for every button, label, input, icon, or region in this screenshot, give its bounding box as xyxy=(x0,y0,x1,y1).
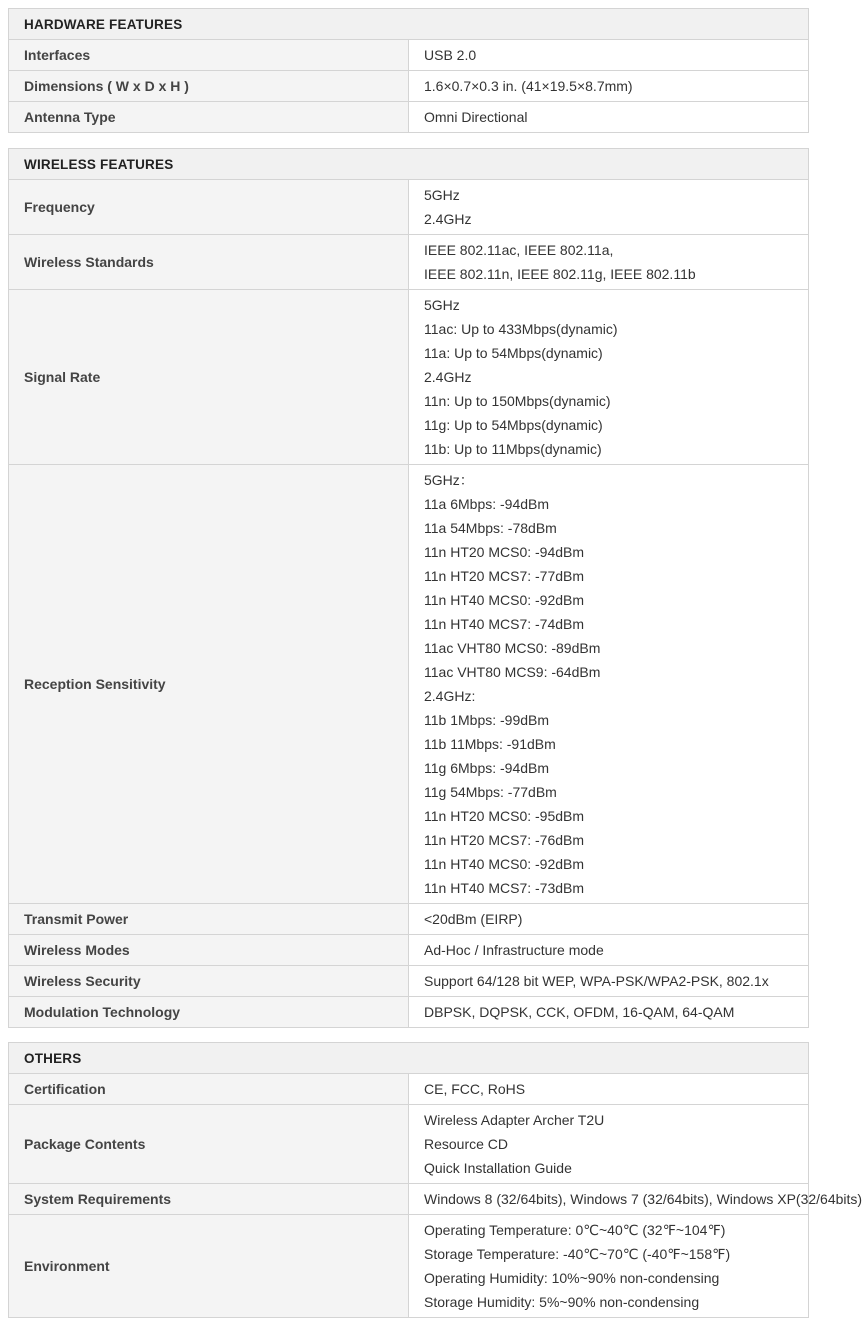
spec-value-line: 11n: Up to 150Mbps(dynamic) xyxy=(424,393,611,409)
spec-value-line: 11n HT20 MCS0: -94dBm xyxy=(424,544,585,560)
spec-label: Antenna Type xyxy=(9,102,409,133)
spec-label: Wireless Modes xyxy=(9,935,409,966)
spec-value-line: 2.4GHz xyxy=(424,211,472,227)
spec-value-line: 11ac VHT80 MCS0: -89dBm xyxy=(424,640,601,656)
spec-label: Certification xyxy=(9,1074,409,1105)
spec-label: Frequency xyxy=(9,180,409,235)
spec-value-line: 11g: Up to 54Mbps(dynamic) xyxy=(424,417,603,433)
spec-value-line: 11a 54Mbps: -78dBm xyxy=(424,520,557,536)
spec-label: Transmit Power xyxy=(9,904,409,935)
spec-label: Package Contents xyxy=(9,1105,409,1184)
spec-value xyxy=(409,71,809,102)
spec-value xyxy=(409,102,809,133)
spec-value-line: 11n HT40 MCS0: -92dBm xyxy=(424,856,585,872)
spec-label: Wireless Security xyxy=(9,966,409,997)
spec-value xyxy=(409,1215,809,1318)
spec-value-line: 11ac VHT80 MCS9: -64dBm xyxy=(424,664,601,680)
spec-row xyxy=(9,465,809,904)
spec-value-line: IEEE 802.11n, IEEE 802.11g, IEEE 802.11b xyxy=(424,266,696,282)
spec-value-line: 5GHz xyxy=(424,297,460,313)
spec-row xyxy=(9,904,809,935)
spec-value xyxy=(409,1105,809,1184)
spec-value xyxy=(409,935,809,966)
spec-label: Modulation Technology xyxy=(9,997,409,1028)
section-title: OTHERS xyxy=(9,1043,809,1074)
spec-value-line: Windows 8 (32/64bits), Windows 7 (32/64bits), Windows XP(32/64bits) xyxy=(424,1191,862,1207)
spec-value-line: Quick Installation Guide xyxy=(424,1160,572,1176)
spec-label: Interfaces xyxy=(9,40,409,71)
spec-row xyxy=(9,1184,809,1215)
spec-row xyxy=(9,40,809,71)
spec-value-line: Storage Temperature: -40℃~70℃ (-40℉~158℉) xyxy=(424,1246,731,1262)
spec-row xyxy=(9,71,809,102)
spec-row xyxy=(9,290,809,465)
spec-value-line: Operating Temperature: 0℃~40℃ (32℉~104℉) xyxy=(424,1222,726,1238)
spec-value-line: Omni Directional xyxy=(424,109,528,125)
spec-value-line: IEEE 802.11ac, IEEE 802.11a, xyxy=(424,242,614,258)
section-title: WIRELESS FEATURES xyxy=(9,149,809,180)
spec-value xyxy=(409,1184,862,1215)
spec-value xyxy=(409,235,809,290)
spec-value-line: 11b 1Mbps: -99dBm xyxy=(424,712,550,728)
spec-value xyxy=(409,40,809,71)
spec-value xyxy=(409,997,809,1028)
spec-value-line: 11n HT20 MCS7: -77dBm xyxy=(424,568,585,584)
spec-value-line: Operating Humidity: 10%~90% non-condensing xyxy=(424,1270,720,1286)
spec-value-line: 5GHz xyxy=(424,187,460,203)
spec-value-line: 11n HT40 MCS7: -73dBm xyxy=(424,880,585,896)
spec-value-line: 11b: Up to 11Mbps(dynamic) xyxy=(424,441,602,457)
spec-row xyxy=(9,1215,809,1318)
wireless-features-table xyxy=(8,148,809,1028)
spec-value-line: USB 2.0 xyxy=(424,47,477,63)
spec-value-line: Wireless Adapter Archer T2U xyxy=(424,1112,605,1128)
spec-label: Environment xyxy=(9,1215,409,1318)
spec-label: Wireless Standards xyxy=(9,235,409,290)
spec-value xyxy=(409,1074,809,1105)
spec-value-line: 11a 6Mbps: -94dBm xyxy=(424,496,550,512)
spec-value-line: Support 64/128 bit WEP, WPA-PSK/WPA2-PSK, 802.1x xyxy=(424,973,769,989)
spec-value xyxy=(409,966,809,997)
spec-value-line: 2.4GHz: xyxy=(424,688,476,704)
spec-value-line: CE, FCC, RoHS xyxy=(424,1081,526,1097)
spec-label: Signal Rate xyxy=(9,290,409,465)
spec-value-line: 11n HT40 MCS7: -74dBm xyxy=(424,616,585,632)
spec-row xyxy=(9,180,809,235)
spec-value-line: 11n HT20 MCS7: -76dBm xyxy=(424,832,585,848)
spec-value-line: 11a: Up to 54Mbps(dynamic) xyxy=(424,345,603,361)
spec-value-line: 1.6×0.7×0.3 in. (41×19.5×8.7mm) xyxy=(424,78,633,94)
spec-label: Reception Sensitivity xyxy=(9,465,409,904)
spec-value-line: 11n HT20 MCS0: -95dBm xyxy=(424,808,585,824)
others-table xyxy=(8,1042,862,1318)
spec-value-line: 5GHz： xyxy=(424,472,474,488)
spec-row xyxy=(9,1074,809,1105)
spec-value-line: 11g 6Mbps: -94dBm xyxy=(424,760,550,776)
spec-value-line: 2.4GHz xyxy=(424,369,472,385)
hardware-features-table xyxy=(8,8,809,133)
spec-value xyxy=(409,290,809,465)
spec-value xyxy=(409,465,809,904)
spec-label: System Requirements xyxy=(9,1184,409,1215)
spec-value xyxy=(409,180,809,235)
spec-value-line: 11g 54Mbps: -77dBm xyxy=(424,784,557,800)
spec-value-line: Ad-Hoc / Infrastructure mode xyxy=(424,942,604,958)
spec-value-line: Resource CD xyxy=(424,1136,509,1152)
spec-value-line: <20dBm (EIRP) xyxy=(424,911,523,927)
spec-row xyxy=(9,1105,809,1184)
section-title: HARDWARE FEATURES xyxy=(9,9,809,40)
spec-label: Dimensions ( W x D x H ) xyxy=(9,71,409,102)
spec-row xyxy=(9,102,809,133)
spec-row xyxy=(9,935,809,966)
spec-value-line: 11ac: Up to 433Mbps(dynamic) xyxy=(424,321,618,337)
spec-row xyxy=(9,997,809,1028)
spec-value-line: 11b 11Mbps: -91dBm xyxy=(424,736,556,752)
spec-value-line: DBPSK, DQPSK, CCK, OFDM, 16-QAM, 64-QAM xyxy=(424,1004,735,1020)
spec-value-line: 11n HT40 MCS0: -92dBm xyxy=(424,592,585,608)
spec-value xyxy=(409,904,809,935)
spec-row xyxy=(9,235,809,290)
spec-row xyxy=(9,966,809,997)
spec-value-line: Storage Humidity: 5%~90% non-condensing xyxy=(424,1294,700,1310)
